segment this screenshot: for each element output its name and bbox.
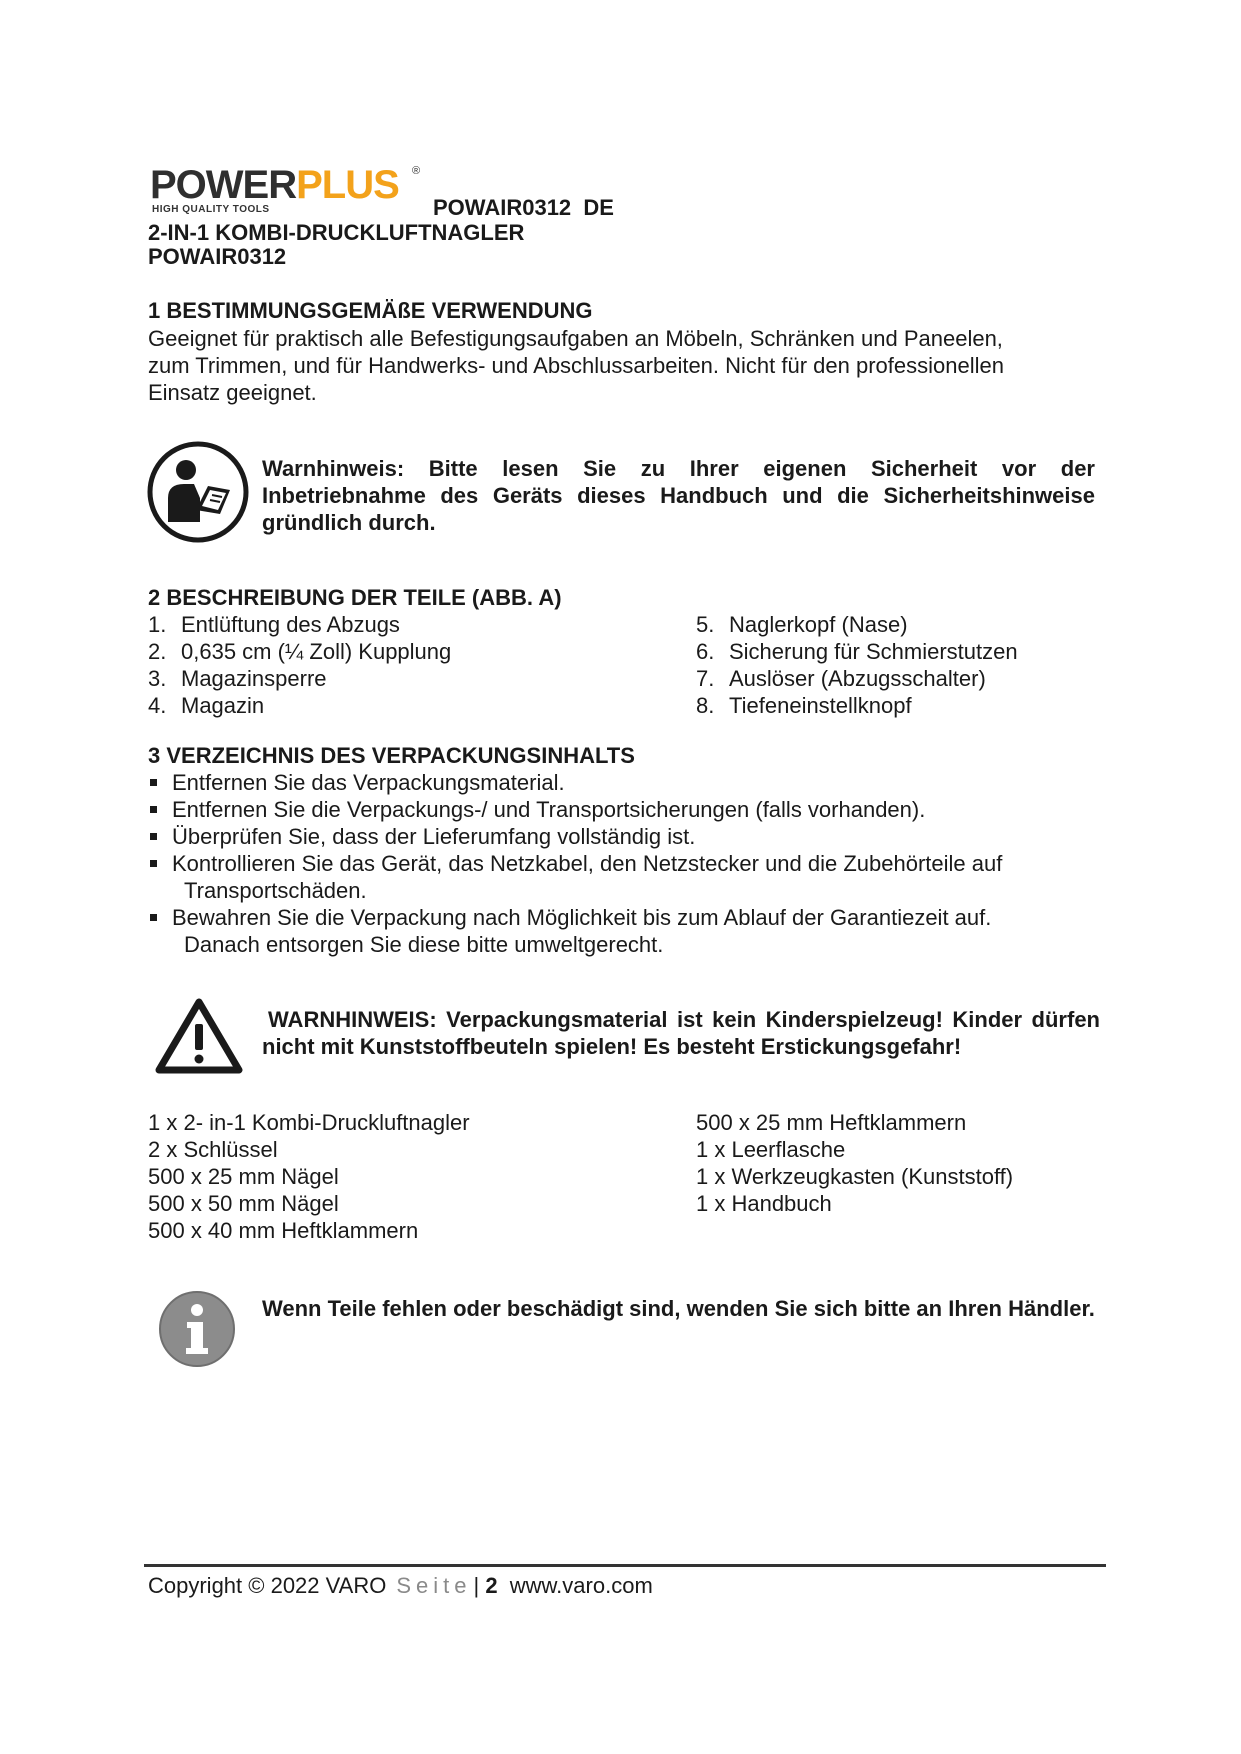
part-number: 1. — [148, 612, 167, 637]
part-label: Magazin — [181, 693, 265, 718]
bullet-square-icon — [150, 860, 157, 867]
read-manual-icon — [146, 440, 250, 544]
contents-item: 500 x 25 mm Heftklammern — [696, 1110, 967, 1135]
list-item-text: Entfernen Sie das Verpackungsmaterial. — [172, 770, 565, 795]
contents-item: 1 x 2- in-1 Kombi-Druckluftnagler — [148, 1110, 470, 1135]
contents-item: 500 x 40 mm Heftklammern — [148, 1218, 419, 1243]
bullet-square-icon — [150, 806, 157, 813]
powerplus-logo — [150, 163, 420, 215]
warning-packaging-text: WARNHINWEIS: Verpackungsmaterial ist kein Kinderspielzeug! Kinder dürfen nicht mit Kunststoffbeuteln spielen! Es besteht Erstickungsgefahr! — [262, 1007, 1100, 1059]
section-1-line-1: Geeignet für praktisch alle Befestigungsaufgaben an Möbeln, Schränken und Paneelen, — [148, 326, 1003, 351]
part-item — [148, 638, 668, 665]
part-item — [696, 665, 1116, 692]
section-1-line-3: Einsatz geeignet. — [148, 380, 317, 405]
section-3-heading: 3 VERZEICHNIS DES VERPACKUNGSINHALTS — [148, 743, 635, 768]
part-label: Sicherung für Schmierstutzen — [729, 639, 1018, 664]
footer — [148, 1571, 653, 1601]
contents-item: 500 x 25 mm Nägel — [148, 1164, 339, 1189]
contents-item: 2 x Schlüssel — [148, 1137, 278, 1162]
list-item-continuation: Transportschäden. — [184, 878, 367, 903]
section-2-heading: 2 BESCHREIBUNG DER TEILE (ABB. A) — [148, 585, 562, 610]
list-item-text: Überprüfen Sie, dass der Lieferumfang vollständig ist. — [172, 824, 696, 849]
part-item — [148, 611, 668, 638]
list-item-continuation: Danach entsorgen Sie diese bitte umweltgerecht. — [184, 932, 664, 957]
part-number: 7. — [696, 666, 715, 691]
title-line-1: 2-IN-1 KOMBI-DRUCKLUFTNAGLER — [148, 220, 525, 245]
part-item — [148, 665, 668, 692]
footer-seite-label: Seite — [396, 1573, 472, 1598]
list-item — [148, 850, 1108, 904]
packaging-steps-list — [148, 769, 1108, 958]
part-item — [696, 611, 1116, 638]
footer-page-number: 2 — [485, 1573, 498, 1598]
part-number: 6. — [696, 639, 715, 664]
part-number: 3. — [148, 666, 167, 691]
contents-item: 1 x Werkzeugkasten (Kunststoff) — [696, 1164, 1014, 1189]
logo-power-text: POWER — [150, 163, 297, 207]
part-number: 2. — [148, 639, 167, 664]
contents-item: 1 x Leerflasche — [696, 1137, 846, 1162]
warning-manual-text: Warnhinweis: Bitte lesen Sie zu Ihrer eigenen Sicherheit vor der Inbetriebnahme des Geräts dieses Handbuch und die Sicherheitshinweise gründlich durch. — [262, 456, 1095, 535]
footer-separator: | — [473, 1573, 480, 1598]
contents-list-left — [148, 1109, 668, 1244]
part-label: Magazinsperre — [181, 666, 327, 691]
parts-list-left — [148, 611, 668, 719]
bullet-square-icon — [150, 833, 157, 840]
part-number: 4. — [148, 693, 167, 718]
footer-copyright: Copyright © 2022 VARO — [148, 1573, 387, 1598]
contents-item: 500 x 50 mm Nägel — [148, 1191, 339, 1216]
logo-tagline: HIGH QUALITY TOOLS — [152, 204, 270, 215]
logo-plus-text: PLUS — [296, 163, 399, 207]
list-item-text: Kontrollieren Sie das Gerät, das Netzkabel, den Netzstecker und die Zubehörteile auf — [172, 851, 1003, 876]
logo-registered-mark: ® — [412, 165, 421, 177]
warning-triangle-icon — [154, 996, 244, 1076]
part-item — [696, 638, 1116, 665]
section-1-heading: 1 BESTIMMUNGSGEMÄßE VERWENDUNG — [148, 298, 593, 323]
part-number: 5. — [696, 612, 715, 637]
part-item — [148, 692, 668, 719]
footer-website-link[interactable]: www.varo.com — [509, 1573, 653, 1598]
list-item — [148, 823, 1108, 850]
part-label: Auslöser (Abzugsschalter) — [729, 666, 986, 691]
list-item — [148, 769, 1108, 796]
part-item — [696, 692, 1116, 719]
section-1-body — [148, 325, 1108, 406]
info-note-text: Wenn Teile fehlen oder beschädigt sind, wenden Sie sich bitte an Ihren Händler. — [262, 1296, 1095, 1321]
part-label: 0,635 cm (¼ Zoll) Kupplung — [181, 639, 452, 664]
contents-item: 1 x Handbuch — [696, 1191, 832, 1216]
section-1-line-2: zum Trimmen, und für Handwerks- und Abschlussarbeiten. Nicht für den professionellen — [148, 353, 1004, 378]
part-label: Tiefeneinstellknopf — [729, 693, 912, 718]
list-item-text: Bewahren Sie die Verpackung nach Möglichkeit bis zum Ablauf der Garantiezeit auf. — [172, 905, 992, 930]
bullet-square-icon — [150, 914, 157, 921]
part-number: 8. — [696, 693, 715, 718]
contents-list-right — [696, 1109, 1116, 1217]
bullet-square-icon — [150, 779, 157, 786]
parts-list-right — [696, 611, 1116, 719]
footer-divider — [144, 1564, 1106, 1567]
model-code: POWAIR0312 DE — [433, 195, 614, 220]
list-item — [148, 796, 1108, 823]
part-label: Entlüftung des Abzugs — [181, 612, 400, 637]
info-icon — [158, 1290, 236, 1368]
list-item-text: Entfernen Sie die Verpackungs-/ und Transportsicherungen (falls vorhanden). — [172, 797, 926, 822]
title-line-2: POWAIR0312 — [148, 244, 287, 269]
part-label: Naglerkopf (Nase) — [729, 612, 908, 637]
document-title — [148, 221, 524, 269]
list-item — [148, 904, 1108, 958]
